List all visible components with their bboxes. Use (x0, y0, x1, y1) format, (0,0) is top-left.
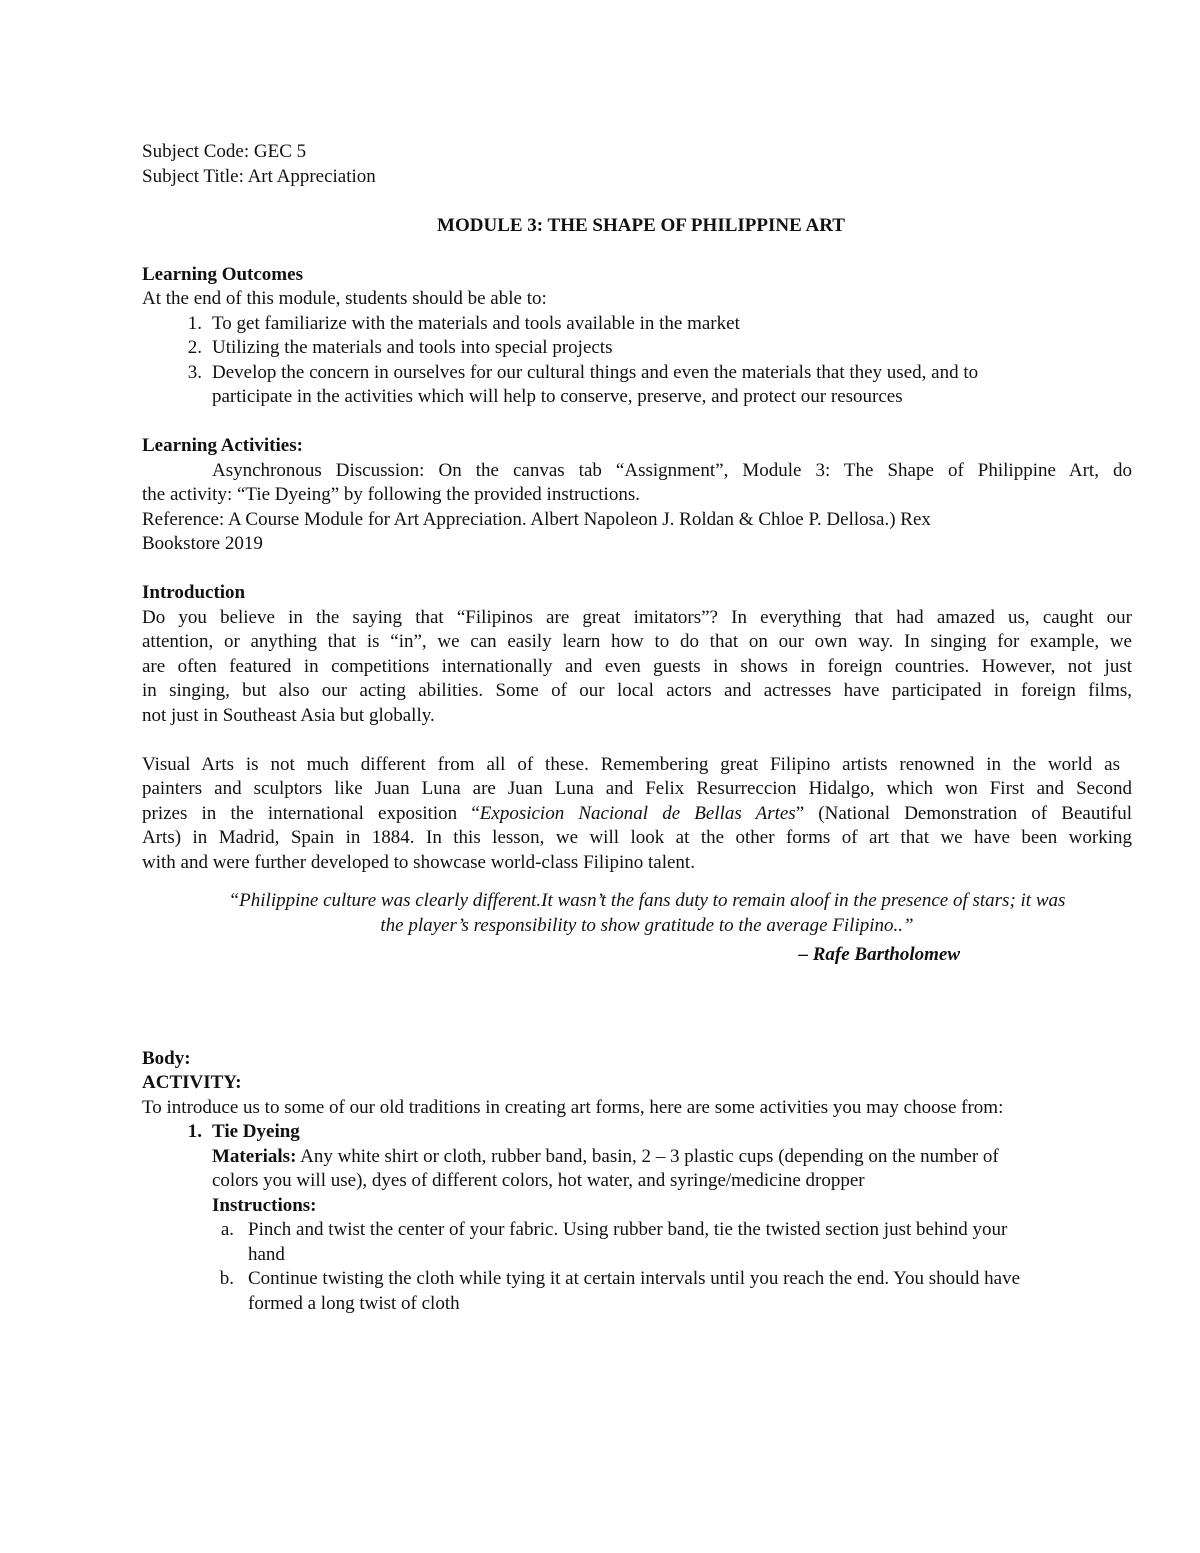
instruction-step-continuation (142, 1292, 1132, 1317)
outcome-text-line: participate in the activities which will help to conserve, preserve, and protect our resources (212, 386, 903, 407)
step-text: formed a long twist of cloth (248, 1292, 460, 1314)
outcome-text: Utilizing the materials and tools into special projects (212, 337, 613, 358)
introduction-heading: Introduction (142, 582, 246, 603)
intro-paragraph2-line: painters and sculptors like Juan Luna are Juan Luna and Felix Resurreccion Hidalgo, which won First and Second (142, 778, 1132, 799)
outcome-text: To get familiarize with the materials and tools available in the market (212, 312, 740, 334)
learning-activities-line: Asynchronous Discussion: On the canvas tab “Assignment”, Module 3: The Shape of Philippine Art, do (212, 459, 1132, 481)
outcome-number: 3. (187, 361, 202, 383)
exposition-text-post: ” (National Demonstration of Beautiful (795, 802, 1132, 824)
quote-line: “Philippine culture was clearly different.It wasn’t the fans duty to remain aloof in the presence of stars; it was (228, 890, 1066, 911)
outcome-number: 1. (187, 312, 202, 334)
activity-item-number: 1. (187, 1121, 202, 1142)
instruction-step-continuation (142, 1243, 1132, 1268)
intro-paragraph-line: are often featured in competitions internationally and even guests in shows in foreign countries. However, not just (142, 655, 1132, 677)
learning-outcomes-heading: Learning Outcomes (142, 263, 303, 285)
intro-paragraph-line: Do you believe in the saying that “Filipinos are great imitators”? In everything that had amazed us, caught our (142, 606, 1132, 628)
intro-paragraph2-line: Visual Arts is not much different from all of these. Remembering great Filipino artists renowned in the world as (142, 753, 1120, 775)
step-text: Pinch and twist the center of your fabric. Using rubber band, tie the twisted section just behind your (248, 1219, 1008, 1240)
instructions-label: Instructions: (212, 1194, 317, 1216)
exposition-text-pre: prizes in the international exposition “ (142, 802, 480, 824)
step-letter: b. (219, 1268, 234, 1289)
outcome-item (142, 312, 1132, 337)
learning-activities-line: the activity: “Tie Dyeing” by following the provided instructions. (142, 484, 640, 505)
instruction-step (142, 1218, 1132, 1243)
document-page (142, 140, 1132, 1316)
exposition-name: Exposicion Nacional de Bellas Artes (479, 802, 796, 824)
intro-paragraph-line: not just in Southeast Asia but globally. (142, 704, 435, 726)
activity-heading: ACTIVITY: (142, 1072, 242, 1093)
learning-outcomes-intro: At the end of this module, students should be able to: (142, 288, 547, 309)
intro-paragraph2-line: Arts) in Madrid, Spain in 1884. In this lesson, we will look at the other forms of art that we have been working (142, 827, 1132, 848)
materials-row-continuation (142, 1169, 1132, 1194)
instruction-step (142, 1267, 1132, 1292)
subject-code: Subject Code: GEC 5 (142, 141, 307, 162)
activity-item-title: Tie Dyeing (212, 1121, 300, 1142)
intro-paragraph-line: in singing, but also our acting abilities. Some of our local actors and actresses have participated in foreign films, (142, 680, 1132, 701)
outcome-item-continuation (142, 385, 1132, 410)
quote-attribution: – Rafe Bartholomew (798, 944, 960, 965)
activity-intro: To introduce us to some of our old traditions in creating art forms, here are some activities you may choose from: (142, 1096, 1004, 1118)
reference-line: Reference: A Course Module for Art Appreciation. Albert Napoleon J. Roldan & Chloe P. Dellosa.) Rex (142, 508, 931, 530)
step-letter: a. (220, 1219, 234, 1240)
step-text: Continue twisting the cloth while tying it at certain intervals until you reach the end. You should have (248, 1268, 1021, 1289)
subject-title: Subject Title: Art Appreciation (142, 165, 376, 187)
intro-paragraph2-line (142, 802, 1132, 827)
instructions-label-row (142, 1194, 1132, 1219)
reference-line: Bookstore 2019 (142, 533, 263, 554)
intro-paragraph2-line: with and were further developed to showcase world-class Filipino talent. (142, 851, 695, 873)
materials-text: colors you will use), dyes of different colors, hot water, and syringe/medicine dropper (212, 1170, 865, 1191)
learning-activities-heading: Learning Activities: (142, 435, 303, 456)
activity-item-title-row (142, 1120, 1132, 1145)
materials-row (142, 1145, 1132, 1170)
module-title: MODULE 3: THE SHAPE OF PHILIPPINE ART (437, 214, 845, 236)
step-text: hand (248, 1243, 285, 1265)
quote-line: the player’s responsibility to show gratitude to the average Filipino..” (380, 914, 914, 936)
intro-paragraph-line: attention, or anything that is “in”, we can easily learn how to do that on our own way. In singing for example, we (142, 631, 1132, 652)
outcome-item (142, 361, 1132, 386)
body-heading: Body: (142, 1047, 191, 1069)
materials-text: Any white shirt or cloth, rubber band, basin, 2 – 3 plastic cups (depending on the number of (296, 1145, 999, 1167)
outcome-item (142, 336, 1132, 361)
outcome-number: 2. (187, 337, 202, 358)
outcome-text-line: Develop the concern in ourselves for our cultural things and even the materials that they used, and to (212, 361, 979, 383)
materials-label: Materials: (212, 1145, 297, 1167)
